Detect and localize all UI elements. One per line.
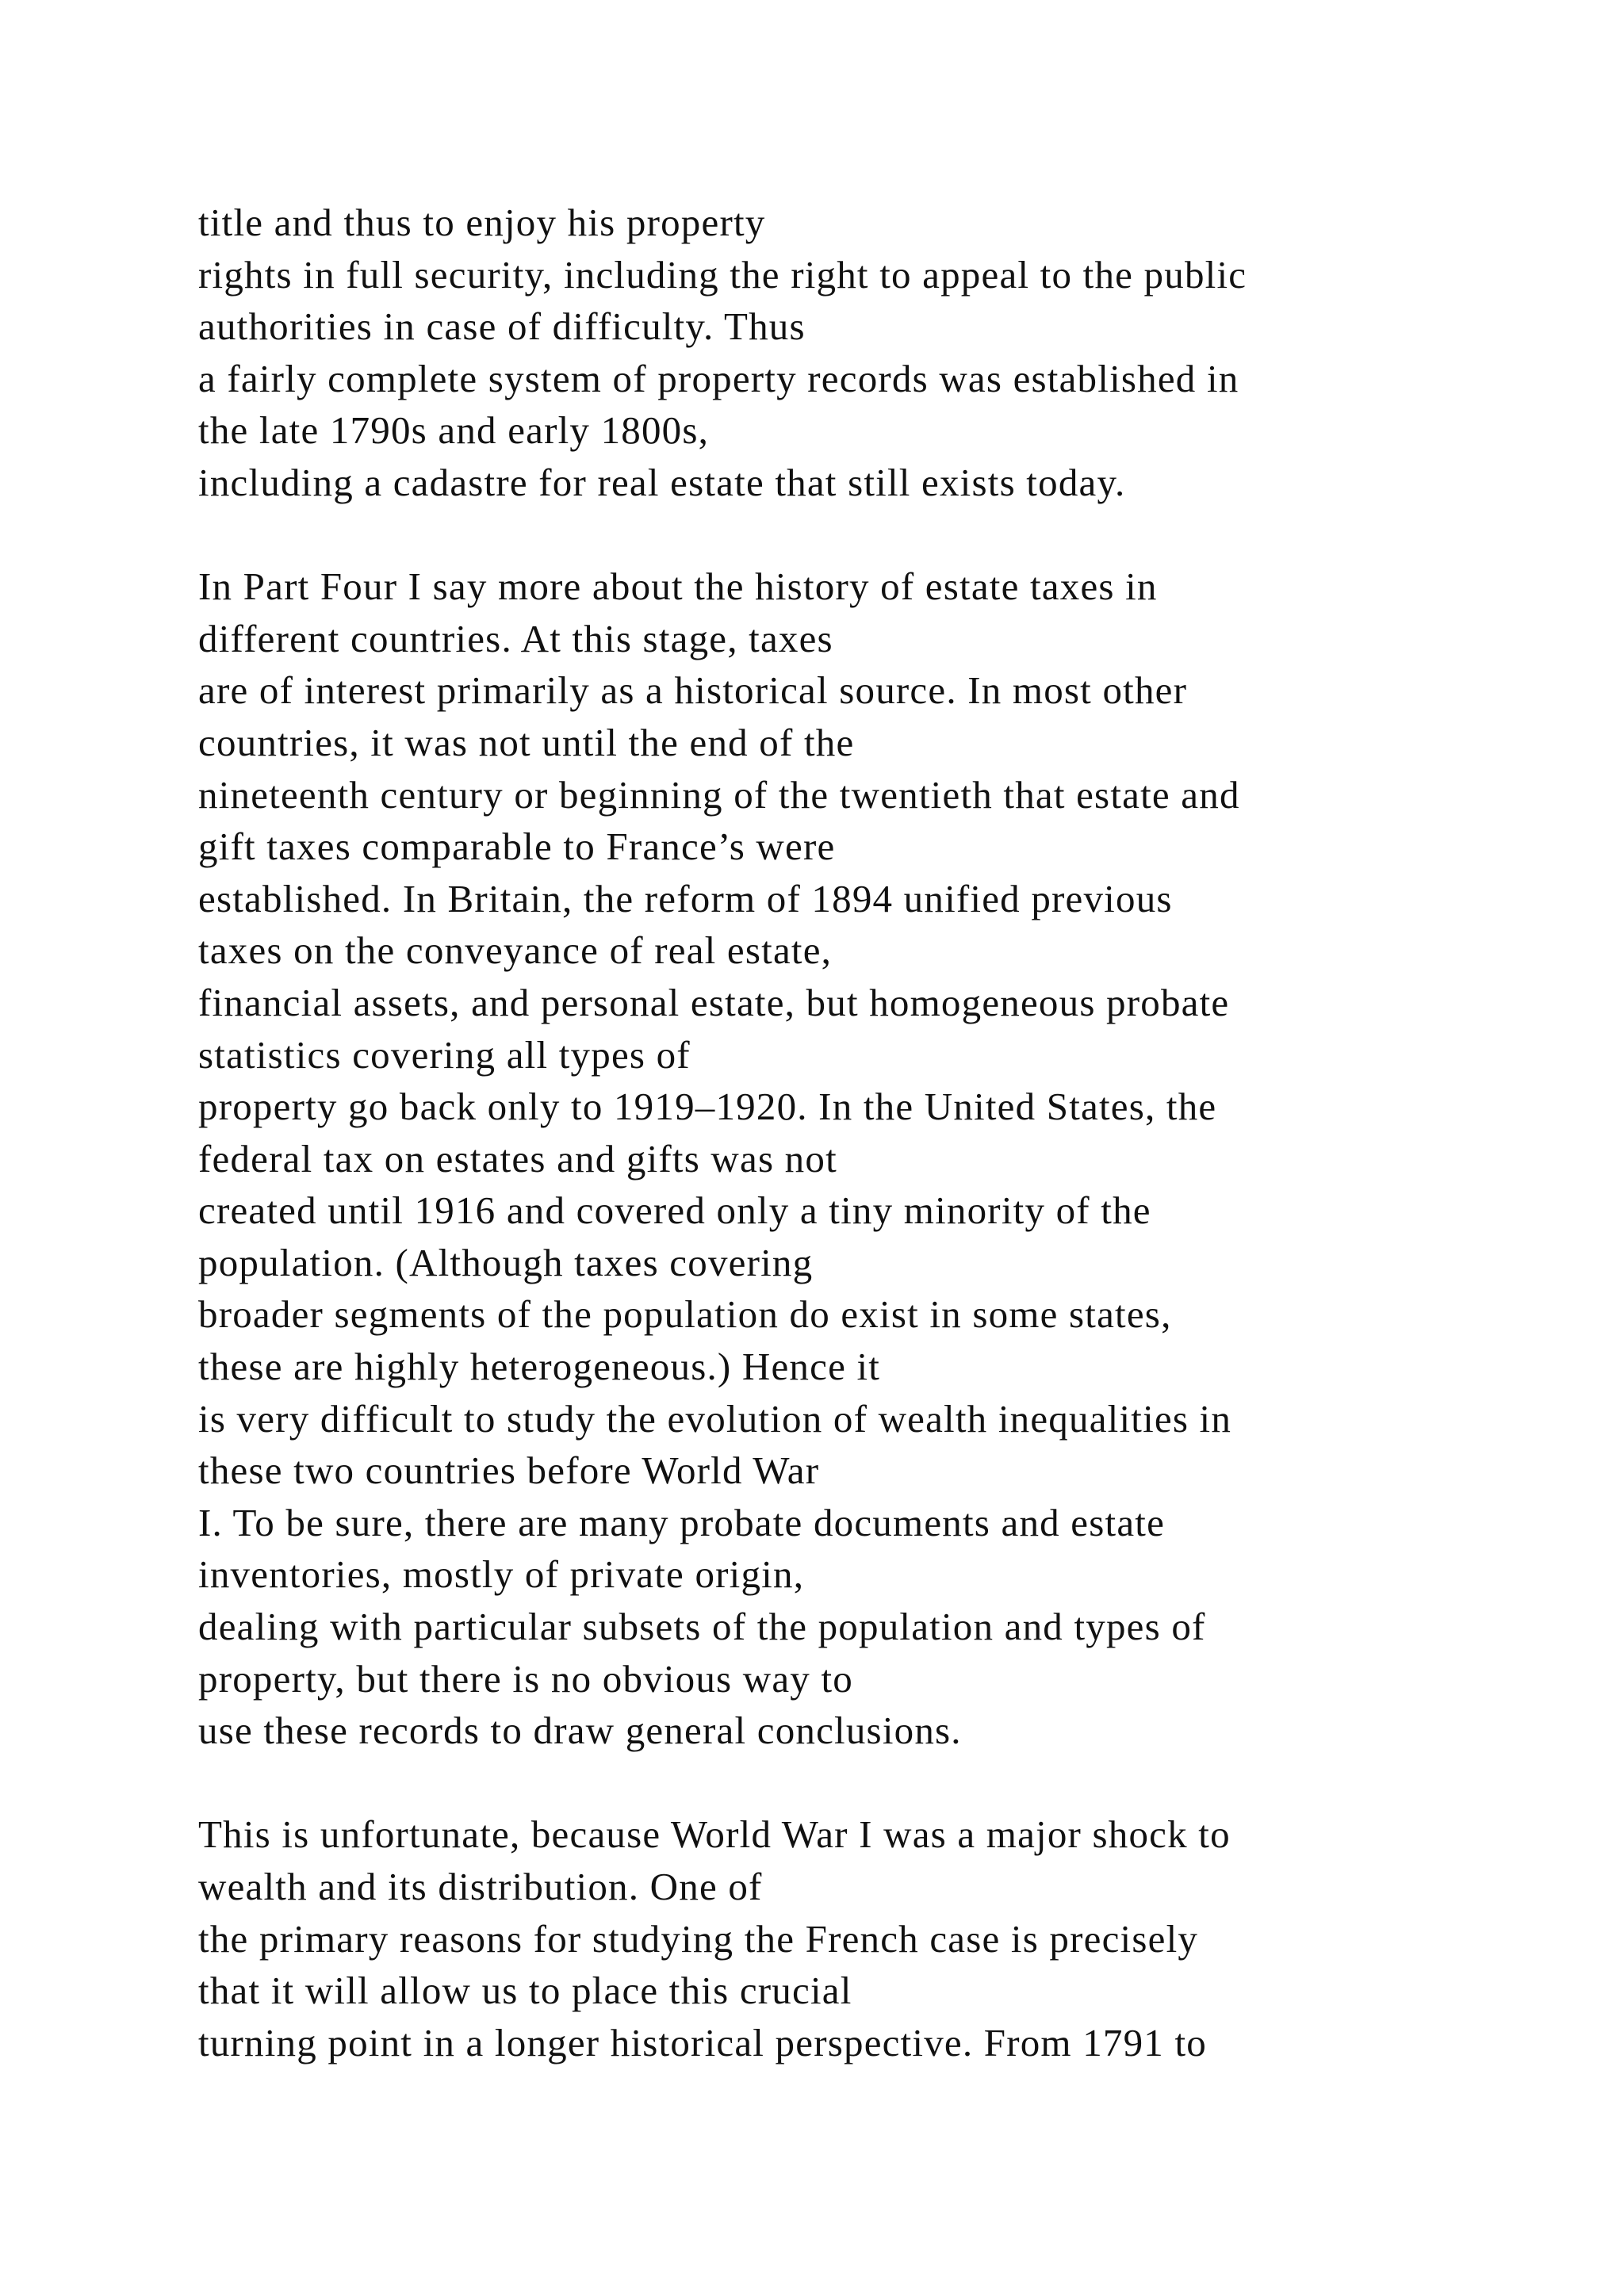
text-line: statistics covering all types of bbox=[198, 1032, 691, 1077]
text-line: these are highly heterogeneous.) Hence it bbox=[198, 1345, 881, 1389]
text-line: turning point in a longer historical perspective. From 1791 to bbox=[198, 2020, 1207, 2064]
text-line: property go back only to 1919–1920. In the United States, the bbox=[198, 1085, 1217, 1129]
text-line: established. In Britain, the reform of 1894 unified previous bbox=[198, 876, 1173, 920]
text-line: including a cadastre for real estate that still exists today. bbox=[198, 460, 1126, 504]
text-line: dealing with particular subsets of the population and types of bbox=[198, 1605, 1206, 1649]
text-line: This is unfortunate, because World War I was a major shock to bbox=[198, 1812, 1231, 1857]
text-line: different countries. At this stage, taxes bbox=[198, 616, 833, 660]
text-line: taxes on the conveyance of real estate, bbox=[198, 928, 833, 973]
text-line: created until 1916 and covered only a tiny minority of the bbox=[198, 1188, 1151, 1233]
text-line: use these records to draw general conclusions. bbox=[198, 1709, 962, 1753]
text-line: that it will allow us to place this crucial bbox=[198, 1969, 852, 2013]
text-line: In Part Four I say more about the history of estate taxes in bbox=[198, 564, 1158, 609]
paragraph-3 bbox=[198, 1808, 1562, 2068]
paragraph-gap bbox=[198, 509, 1562, 561]
text-line: broader segments of the population do exist in some states, bbox=[198, 1292, 1172, 1337]
text-line: rights in full security, including the right to appeal to the public bbox=[198, 252, 1247, 297]
paragraph-2 bbox=[198, 561, 1562, 1757]
text-line: gift taxes comparable to France’s were bbox=[198, 825, 836, 869]
text-line: inventories, mostly of private origin, bbox=[198, 1552, 805, 1597]
text-line: wealth and its distribution. One of bbox=[198, 1865, 763, 1908]
document-body bbox=[198, 197, 1562, 2068]
text-line: population. (Although taxes covering bbox=[198, 1240, 814, 1284]
text-line: I. To be sure, there are many probate documents and estate bbox=[198, 1500, 1166, 1544]
text-line: the late 1790s and early 1800s, bbox=[198, 408, 710, 453]
text-line: a fairly complete system of property records was established in bbox=[198, 356, 1239, 400]
text-line: property, but there is no obvious way to bbox=[198, 1656, 853, 1701]
text-line: the primary reasons for studying the French case is precisely bbox=[198, 1916, 1199, 1961]
text-line: these two countries before World War bbox=[198, 1448, 820, 1493]
text-line: federal tax on estates and gifts was not bbox=[198, 1136, 837, 1181]
text-line: is very difficult to study the evolution of wealth inequalities in bbox=[198, 1396, 1232, 1441]
text-line: financial assets, and personal estate, but homogeneous probate bbox=[198, 980, 1230, 1024]
paragraph-1 bbox=[198, 197, 1562, 509]
text-line: authorities in case of difficulty. Thus bbox=[198, 304, 806, 349]
paragraph-gap bbox=[198, 1757, 1562, 1809]
text-line: countries, it was not until the end of the bbox=[198, 720, 855, 764]
text-line: title and thus to enjoy his property bbox=[198, 201, 766, 244]
text-line: nineteenth century or beginning of the twentieth that estate and bbox=[198, 772, 1240, 817]
text-line: are of interest primarily as a historical source. In most other bbox=[198, 668, 1188, 713]
